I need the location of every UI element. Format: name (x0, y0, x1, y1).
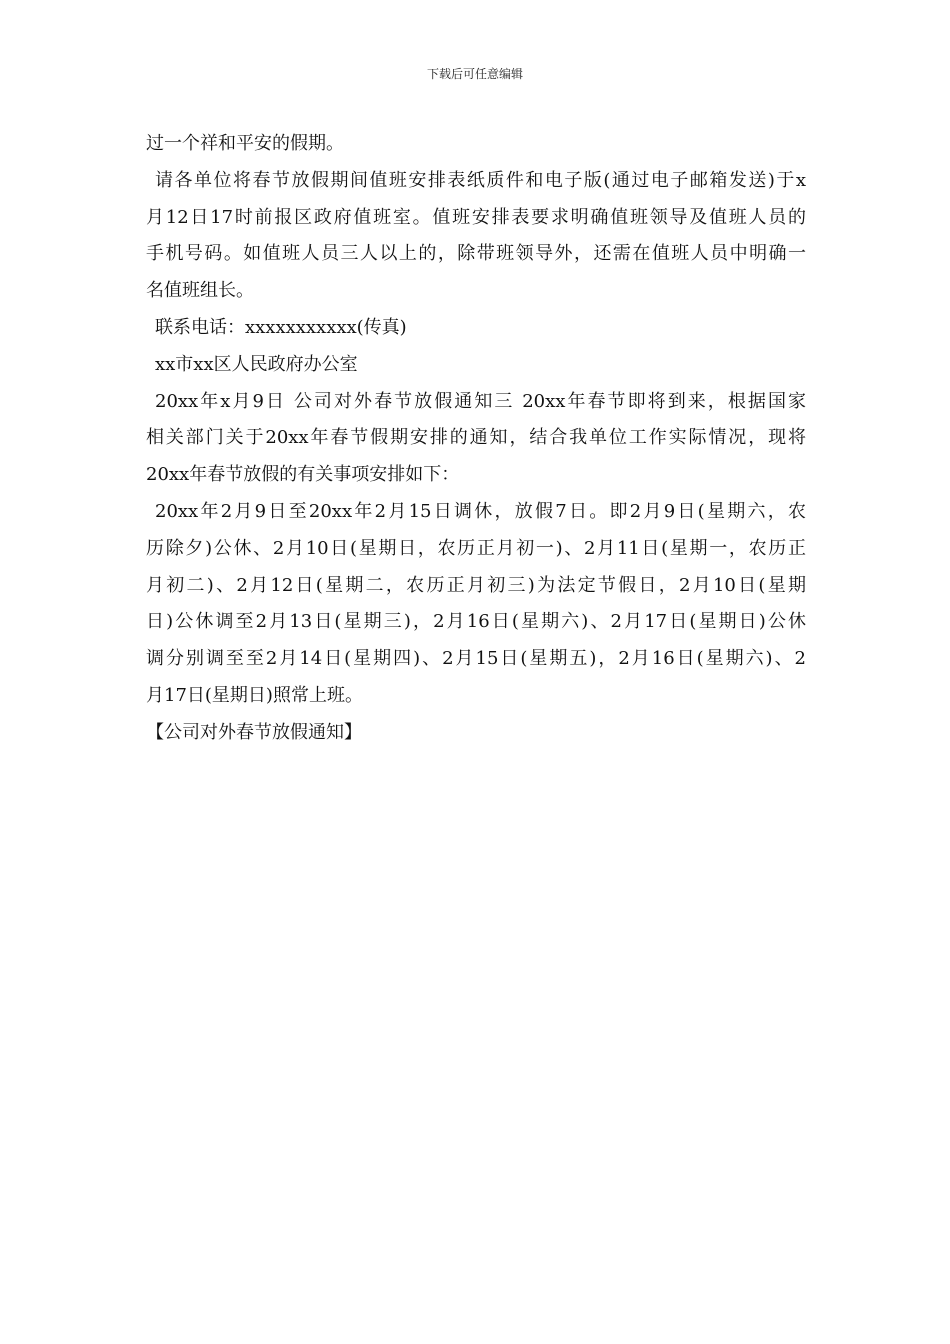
paragraph-line: 日)公休调至2月13日(星期三)，2月16日(星期六)、2月17日(星期日)公休 (146, 611, 806, 633)
paragraph-line: 20xx年春节放假的有关事项安排如下： (146, 464, 460, 486)
paragraph-line: 20xx年x月9日 公司对外春节放假通知三 20xx年春节即将到来，根据国家 (155, 390, 806, 412)
paragraph-line: 月17日(星期日)照常上班。 (146, 684, 363, 706)
paragraph-line: 相关部门关于20xx年春节假期安排的通知，结合我单位工作实际情况，现将 (146, 427, 806, 449)
contact-phone-line: 联系电话：xxxxxxxxxxx(传真) (155, 316, 407, 338)
paragraph-line: 历除夕)公休、2月10日(星期日，农历正月初一)、2月11日(星期一，农历正 (146, 537, 806, 559)
paragraph-line: 过一个祥和平安的假期。 (146, 133, 344, 154)
paragraph-line: 手机号码。如值班人员三人以上的，除带班领导外，还需在值班人员中明确一 (146, 243, 806, 265)
issuer-line: xx市xx区人民政府办公室 (155, 353, 358, 375)
document-body (146, 126, 806, 752)
paragraph-line: 月初二)、2月12日(星期二，农历正月初三)为法定节假日，2月10日(星期 (146, 574, 806, 596)
paragraph-line: 名值班组长。 (146, 280, 254, 302)
paragraph-line: 月12日17时前报区政府值班室。值班安排表要求明确值班领导及值班人员的 (146, 206, 806, 228)
document-footer-title: 【公司对外春节放假通知】 (146, 721, 362, 743)
paragraph-line: 调分别调至至2月14日(星期四)、2月15日(星期五)，2月16日(星期六)、2 (146, 648, 806, 670)
paragraph-line: 20xx年2月9日至20xx年2月15日调休，放假7日。即2月9日(星期六，农 (155, 500, 806, 522)
paragraph-line: 请各单位将春节放假期间值班安排表纸质件和电子版(通过电子邮箱发送)于x (155, 169, 806, 191)
page-header: 下载后可任意编辑 (426, 67, 523, 81)
